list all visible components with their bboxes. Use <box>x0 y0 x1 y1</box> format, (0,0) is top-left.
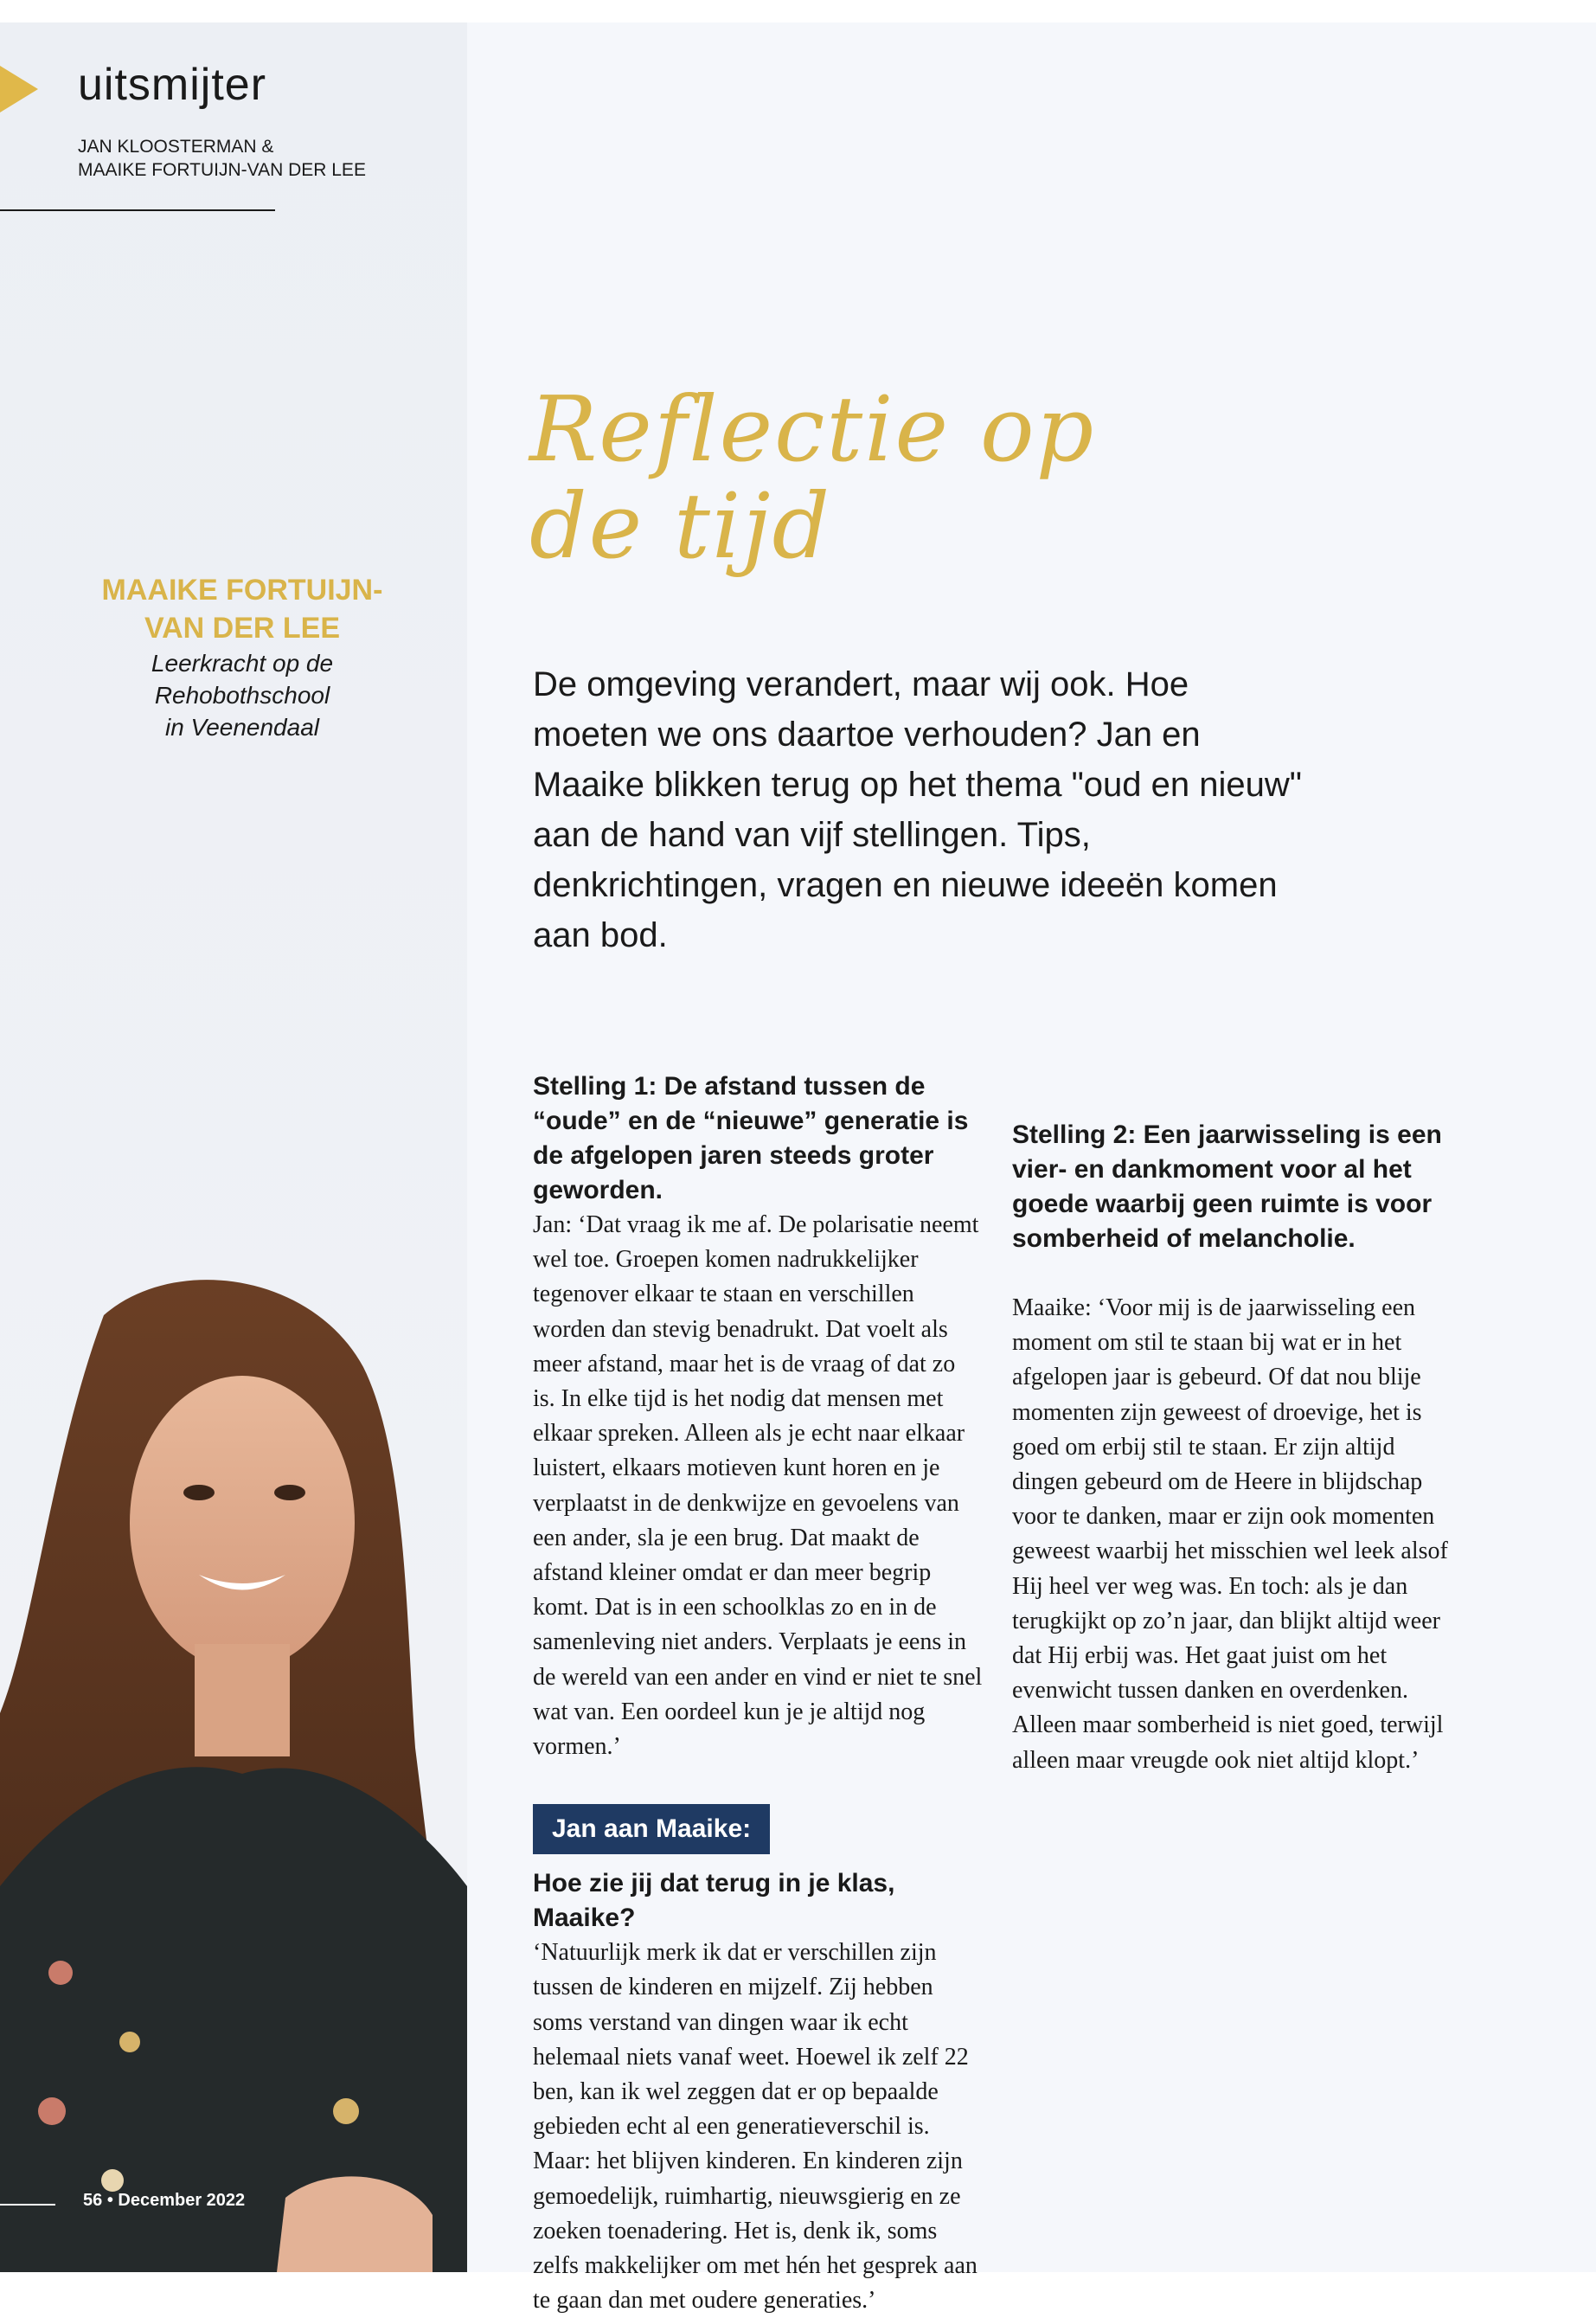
intro-paragraph: De omgeving verandert, maar wij ook. Hoe moeten we ons daartoe verhouden? Jan en Maaike blikken terug op het thema "oud en nieuw" aan de hand van vijf stellingen. Tips, denkrichtingen, vragen en nieuwe ideeën komen aan bod. <box>533 665 1302 954</box>
profile-role-line-2: Rehobothschool <box>154 682 330 709</box>
footer-separator: • <box>106 2191 113 2210</box>
jan-to-maaike-tag: Jan aan Maaike: <box>533 1804 770 1854</box>
page-number: 56 <box>83 2191 103 2210</box>
stelling-1-heading: Stelling 1: De afstand tussen de “oude” en de “nieuwe” generatie is de afgelopen jaren steeds groter geworden. <box>533 1072 969 1204</box>
authors-line-2: MAAIKE FORTUIJN-VAN DER LEE <box>78 160 366 180</box>
maaike-answer-2: Maaike: ‘Voor mij is de jaarwisseling een moment om stil te staan bij wat er in het afgelopen jaar is gebeurd. Of dat nou blije momenten zijn geweest of droevige, het is goed om erbij stil te staan. Er zijn altijd dingen gebeurd om de Heere in blijdschap voor te danken, maar er zijn ook momenten geweest waarbij het misschien wel leek alsof Hij heel ver weg was. En toch: als je dan terugkijkt op zo’n jaar, dan blijkt altijd weer dat Hij erbij was. Het gaat juist om het evenwicht tussen danken en overdenken. Alleen maar somberheid is niet goed, terwijl alleen maar vreugde ook niet altijd klopt.’ <box>1012 1294 1448 1774</box>
page-footer <box>83 2191 245 2211</box>
headline <box>529 376 1135 579</box>
maaike-answer-1: ‘Natuurlijk merk ik dat er verschillen zijn tussen de kinderen en mijzelf. Zij hebben soms verstand van dingen waar ik echt helemaal niets vanaf weet. Hoewel ik zelf 22 ben, kan ik wel zeggen dat er op bepaalde gebieden echt al een generatieverschil is. Maar: het blijven kinderen. En kinderen zijn gemoedelijk, ruimhartig, nieuwsgierig en ze zoeken toenadering. Het is, denk ik, soms zelfs makkelijker om met hén het gesprek aan te gaan dan met oudere generaties.’ <box>533 1939 977 2315</box>
authors <box>78 135 366 182</box>
eye-left <box>183 1485 215 1500</box>
column-spacer <box>1012 1069 1462 1118</box>
neck-shape <box>195 1644 290 1756</box>
profile-name-line-2: VAN DER LEE <box>144 612 341 645</box>
author-profile <box>52 571 433 743</box>
article-column-2 <box>1012 1069 1462 1778</box>
authors-line-1: JAN KLOOSTERMAN & <box>78 137 274 157</box>
question-heading: Hoe zie jij dat terug in je klas, Maaike? <box>533 1869 895 1933</box>
section-marker-icon <box>0 66 38 112</box>
eye-right <box>274 1485 305 1500</box>
article-column-1 <box>533 1069 983 2318</box>
section-title: uitsmijter <box>78 60 267 110</box>
column-spacer <box>1012 1256 1462 1291</box>
jan-answer: Jan: ‘Dat vraag ik me af. De polarisatie neemt wel toe. Groepen komen nadrukkelijker tegenover elkaar te staan en verschillen worden dan stevig benadrukt. Dat voelt als meer afstand, maar het is de vraag of dat zo is. In elke tijd is het nodig dat mensen met elkaar spreken. Alleen als je echt naar elkaar luistert, elkaars motieven kunt horen en je verplaatst in de denkwijze en gevoelens van een ander, sla je een brug. Dat maakt de afstand kleiner omdat er dan meer begrip komt. Dat is in een schoolklas zo en in de samenleving niet anders. Verplaats je eens in de wereld van een ander en vind er niet te snel wat van. Een oordeel kun je je altijd nog vormen.’ <box>533 1211 983 1761</box>
stelling-2-heading: Stelling 2: Een jaarwisseling is een vier- en dankmoment voor al het goede waarbij geen ruimte is voor somberheid of melancholie. <box>1012 1120 1442 1253</box>
issue-date: December 2022 <box>118 2191 246 2210</box>
profile-role-line-3: in Veenendaal <box>164 714 319 741</box>
headline-line-2: de tijd <box>529 473 832 579</box>
profile-role-line-1: Leerkracht op de <box>151 650 334 677</box>
footer-rule <box>0 2204 55 2206</box>
face-shape <box>130 1376 355 1670</box>
header-divider <box>0 209 275 211</box>
portrait-photo <box>0 1263 467 2272</box>
headline-line-1: Reflectie op <box>529 376 1096 482</box>
profile-name-line-1: MAAIKE FORTUIJN- <box>101 574 383 607</box>
